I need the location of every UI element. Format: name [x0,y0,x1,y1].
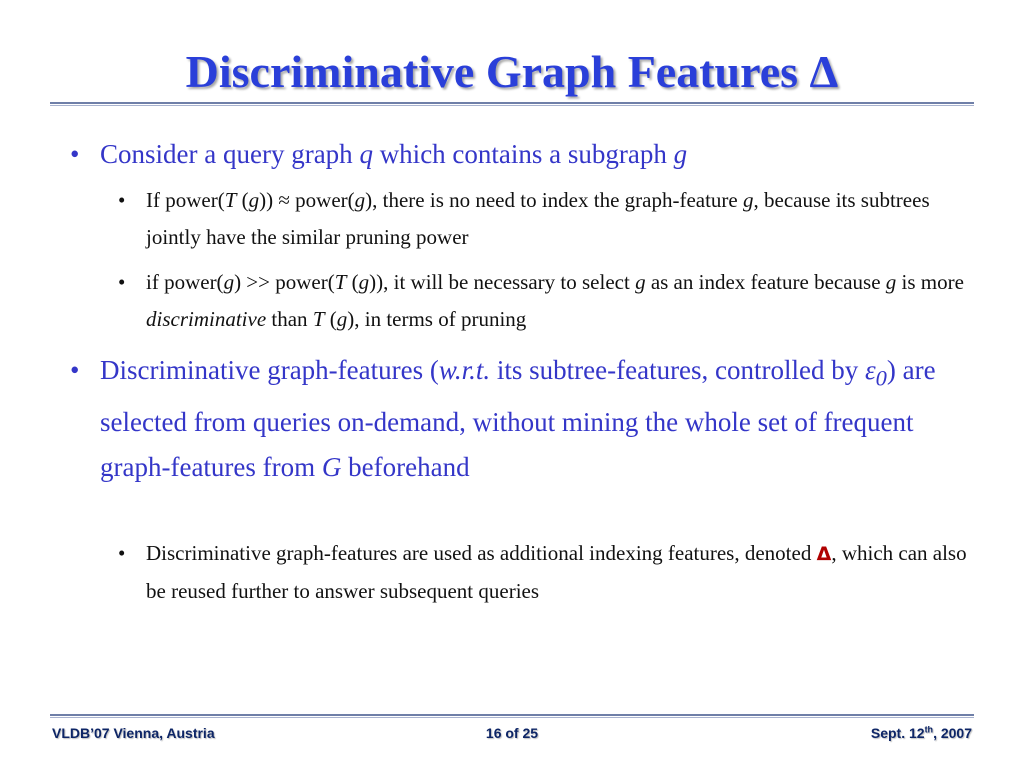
bullet-marker: • [70,355,80,385]
sub-bullet-marker: • [118,270,126,294]
sub-bullet-1-2-text: if power(g) >> power(T (g)), it will be necessary to select g as an index feature because g is more discriminative than T (g), in terms of pruning [146,270,964,331]
delta-symbol: Δ [816,543,832,565]
sub-bullet-marker: • [118,188,126,212]
title-delta-symbol: Δ [809,46,839,97]
footer-date: Sept. 12th, 2007 [870,724,972,741]
footer-venue: VLDB’07 Vienna, Austria [52,725,215,741]
bullet-marker: • [70,139,80,169]
bullet-1-text: Consider a query graph q which contains a subgraph g [100,139,688,169]
sub-bullet-1-1-text: If power(T (g)) ≈ power(g), there is no need to index the graph-feature g, because its subtrees jointly have the similar pruning power [146,188,930,249]
sub-bullet-2-1-text: Discriminative graph-features are used as additional indexing features, denoted Δ, which can also be reused further to answer subsequent queries [146,541,967,603]
footer-divider [50,714,974,716]
footer-divider-thin [50,717,974,718]
slide-title-text: Discriminative Graph Features [185,46,799,97]
footer-page-number: 16 of 25 [485,725,539,741]
bullet-2-text: Discriminative graph-features (w.r.t. its subtree-features, controlled by $\varepsilon_0$) are selected from queries on-demand, without mining the whole set of frequent graph-features from G beforehand [100,355,936,483]
sub-bullet-marker: • [118,541,126,565]
